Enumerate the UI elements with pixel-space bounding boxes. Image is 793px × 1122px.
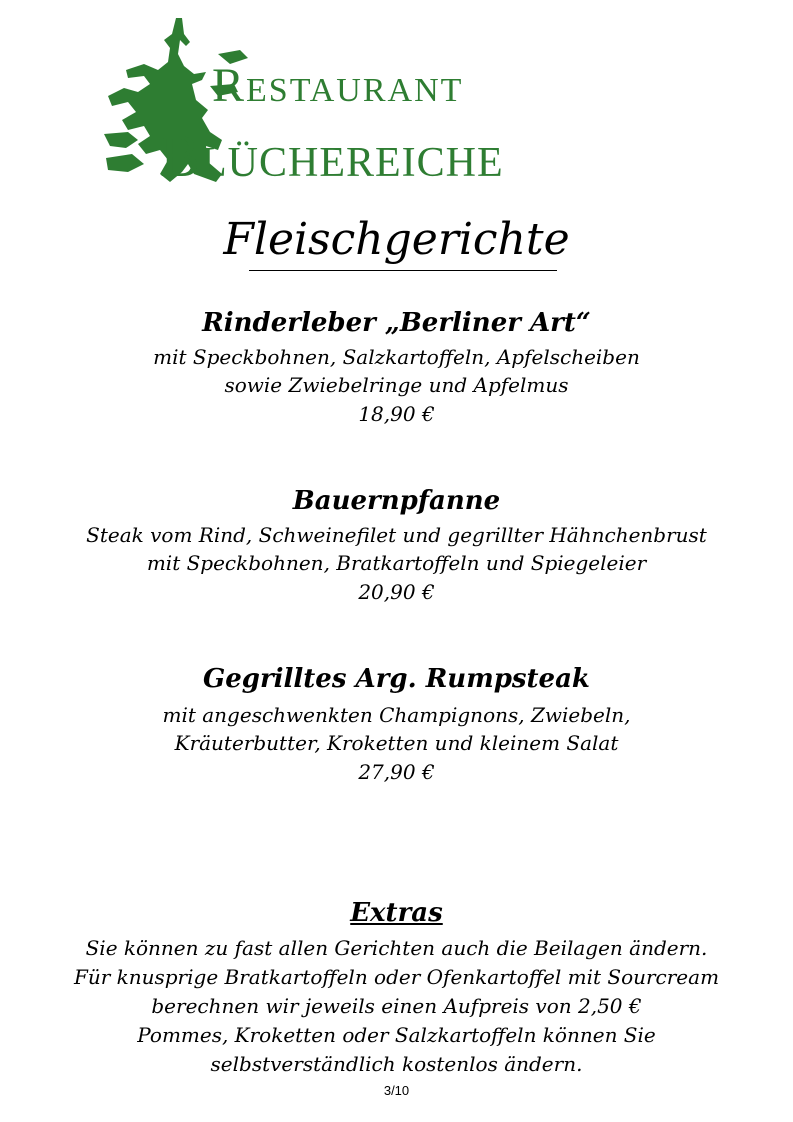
dish-price: 20,90 €: [358, 580, 435, 604]
extras-line: Sie können zu fast allen Gerichten auch die Beilagen ändern.: [85, 936, 708, 960]
dish-price: 18,90 €: [358, 402, 435, 426]
dish-description: mit angeschwenkten Champignons, Zwiebeln,: [162, 703, 631, 727]
page-title: Fleischgerichte: [223, 214, 570, 265]
dish-description: mit Speckbohnen, Bratkartoffeln und Spiegeleier: [146, 551, 647, 575]
dish-description: mit Speckbohnen, Salzkartoffeln, Apfelscheiben: [153, 345, 640, 369]
extras-line: berechnen wir jeweils einen Aufpreis von 2,50 €: [151, 994, 642, 1018]
dish-name: Bauernpfanne: [292, 486, 501, 516]
dish-price: 27,90 €: [358, 760, 435, 784]
extras-line: Für knusprige Bratkartoffeln oder Ofenkartoffel mit Sourcream: [73, 965, 720, 989]
extras-line: Pommes, Kroketten oder Salzkartoffeln können Sie: [137, 1023, 656, 1047]
page-number: 3/10: [383, 1083, 410, 1098]
extras-line: selbstverständlich kostenlos ändern.: [210, 1052, 583, 1076]
dish-name: Rinderleber „Berliner Art“: [202, 308, 591, 338]
dish-description: Kräuterbutter, Kroketten und kleinem Salat: [174, 731, 619, 755]
logo-line-1: Restaurant: [212, 59, 464, 112]
dish-name: Gegrilltes Arg. Rumpsteak: [203, 664, 590, 694]
logo-line-2: Blüchereiche: [160, 123, 504, 189]
restaurant-logo: [98, 14, 706, 192]
extras-heading: Extras: [350, 898, 443, 928]
dish-description: sowie Zwiebelringe und Apfelmus: [224, 373, 569, 397]
title-underline: [249, 270, 557, 271]
dish-description: Steak vom Rind, Schweinefilet und gegrillter Hähnchenbrust: [86, 523, 707, 547]
